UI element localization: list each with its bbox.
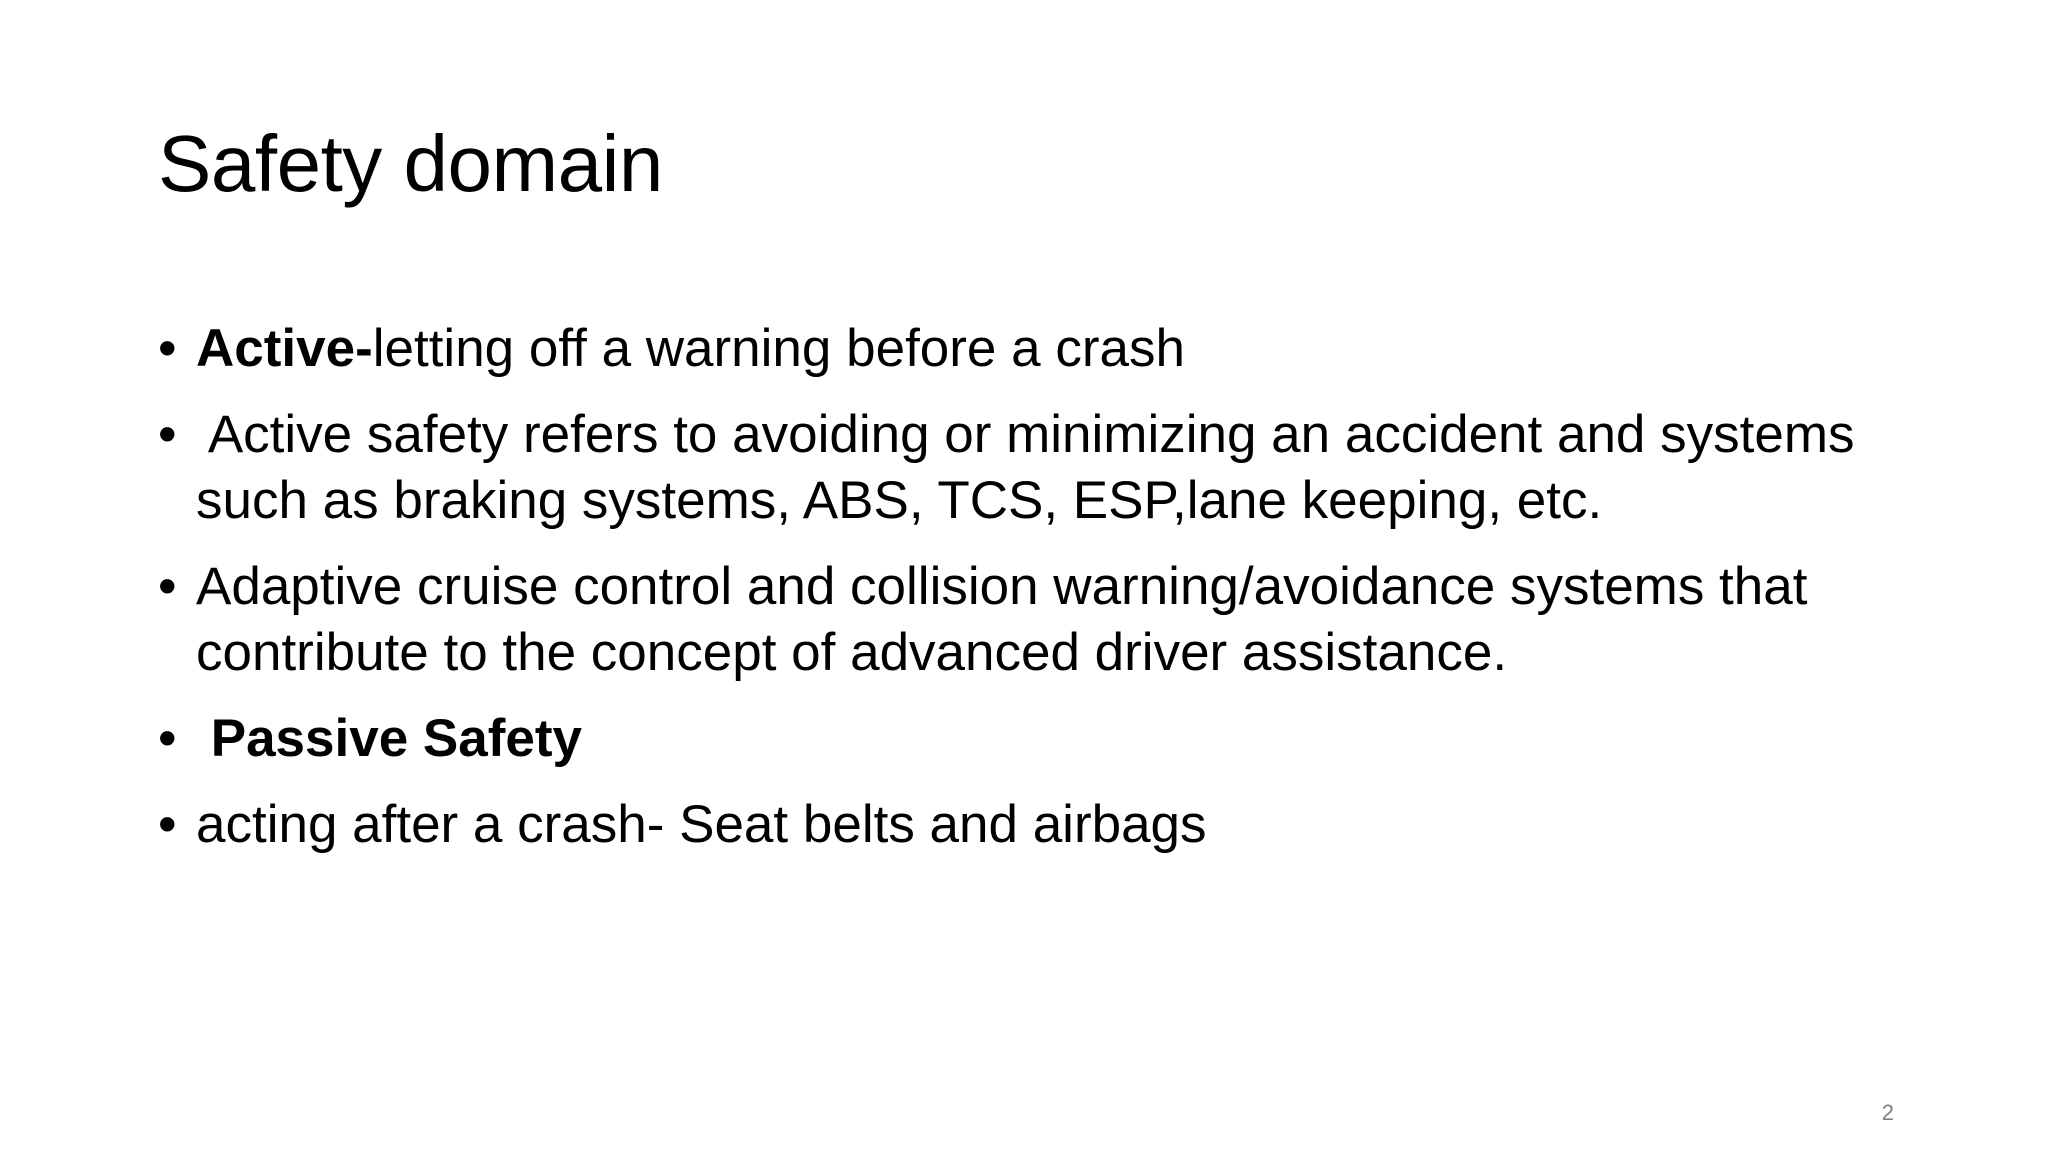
bullet-text: Adaptive cruise control and collision warning/avoidance systems that contribute to the concept of advanced driver assistance. bbox=[196, 557, 1808, 682]
bullet-item bbox=[158, 792, 1918, 858]
bullet-icon: • bbox=[158, 557, 177, 616]
bullet-item bbox=[158, 402, 1918, 534]
bullet-bold-text: Passive Safety bbox=[210, 709, 582, 768]
bullet-bold-text: Active- bbox=[196, 319, 373, 378]
bullet-icon: • bbox=[158, 405, 177, 464]
bullet-leading-space bbox=[196, 405, 208, 464]
bullet-item bbox=[158, 316, 1918, 382]
slide-title: Safety domain bbox=[158, 119, 663, 208]
bullet-list bbox=[158, 316, 1918, 878]
bullet-icon: • bbox=[158, 795, 177, 854]
page-number: 2 bbox=[1881, 1100, 1894, 1125]
bullet-icon: • bbox=[158, 319, 177, 378]
bullet-item bbox=[158, 554, 1918, 686]
bullet-icon: • bbox=[158, 709, 177, 768]
bullet-text: Active safety refers to avoiding or minimizing an accident and systems such as braking systems, ABS, TCS, ESP,lane keeping, etc. bbox=[196, 405, 1855, 530]
bullet-leading-space bbox=[196, 709, 211, 768]
bullet-text: acting after a crash- Seat belts and airbags bbox=[196, 795, 1207, 854]
bullet-item bbox=[158, 706, 1918, 772]
bullet-text: letting off a warning before a crash bbox=[372, 319, 1185, 378]
